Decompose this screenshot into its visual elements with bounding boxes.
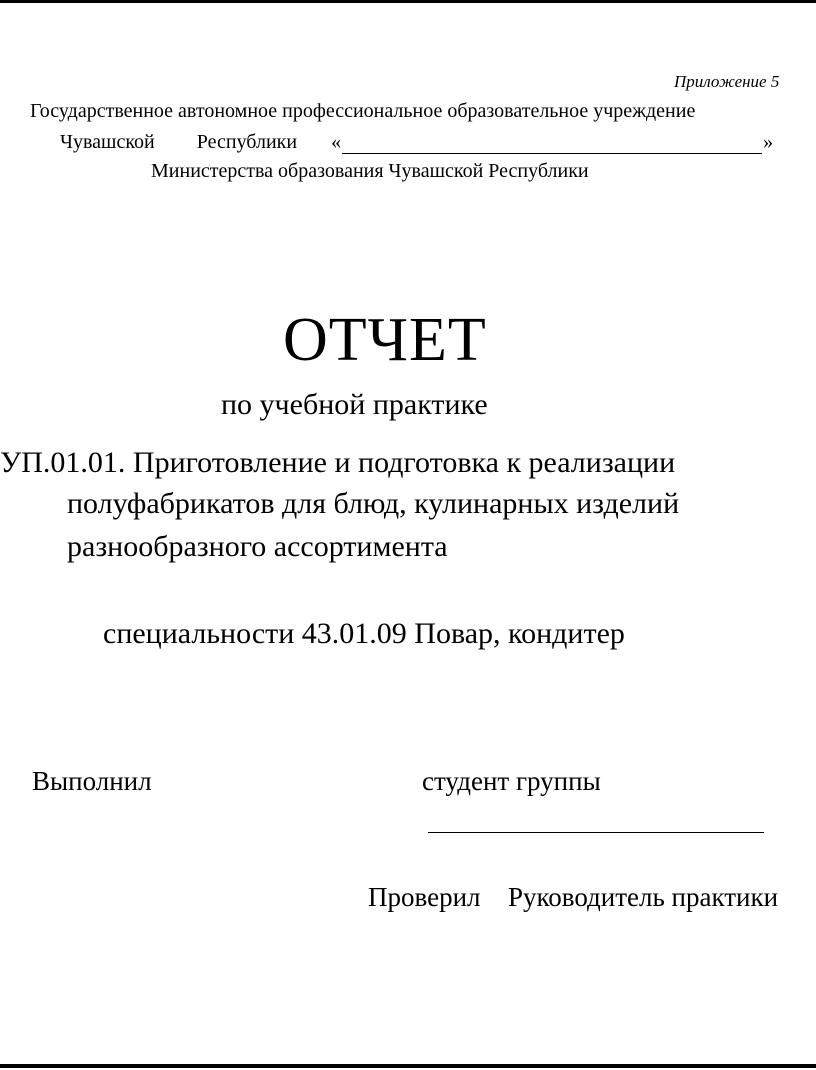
institution-line-1: Государственное автономное профессиональное образовательное учреждение xyxy=(30,100,696,122)
module-line-2: полуфабрикатов для блюд, кулинарных изделий xyxy=(67,487,680,520)
institution-name-blank xyxy=(342,135,762,154)
institution-line-2 xyxy=(60,131,804,154)
appendix-label: Приложение 5 xyxy=(674,72,780,91)
report-title: ОТЧЕТ xyxy=(283,306,487,374)
quote-close: » xyxy=(763,131,774,153)
report-subtitle: по учебной практике xyxy=(221,388,488,421)
student-group-blank xyxy=(428,832,764,833)
bottom-border xyxy=(0,1064,816,1068)
ministry-line: Министерства образования Чувашской Республики xyxy=(151,160,589,182)
institution-word-chuvash: Чувашской xyxy=(60,131,155,153)
student-group-label: студент группы xyxy=(422,766,601,796)
module-line-1: УП.01.01. Приготовление и подготовка к реализации xyxy=(0,446,676,479)
top-border xyxy=(0,0,816,3)
supervisor-label: Руководитель практики xyxy=(508,882,779,912)
specialty-line: специальности 43.01.09 Повар, кондитер xyxy=(103,617,625,650)
institution-word-republic: Республики xyxy=(196,131,298,153)
module-line-3: разнообразного ассортимента xyxy=(67,530,448,563)
checked-by-label: Проверил xyxy=(368,882,481,912)
completed-by-label: Выполнил xyxy=(32,766,152,796)
quote-open: « xyxy=(331,131,342,153)
